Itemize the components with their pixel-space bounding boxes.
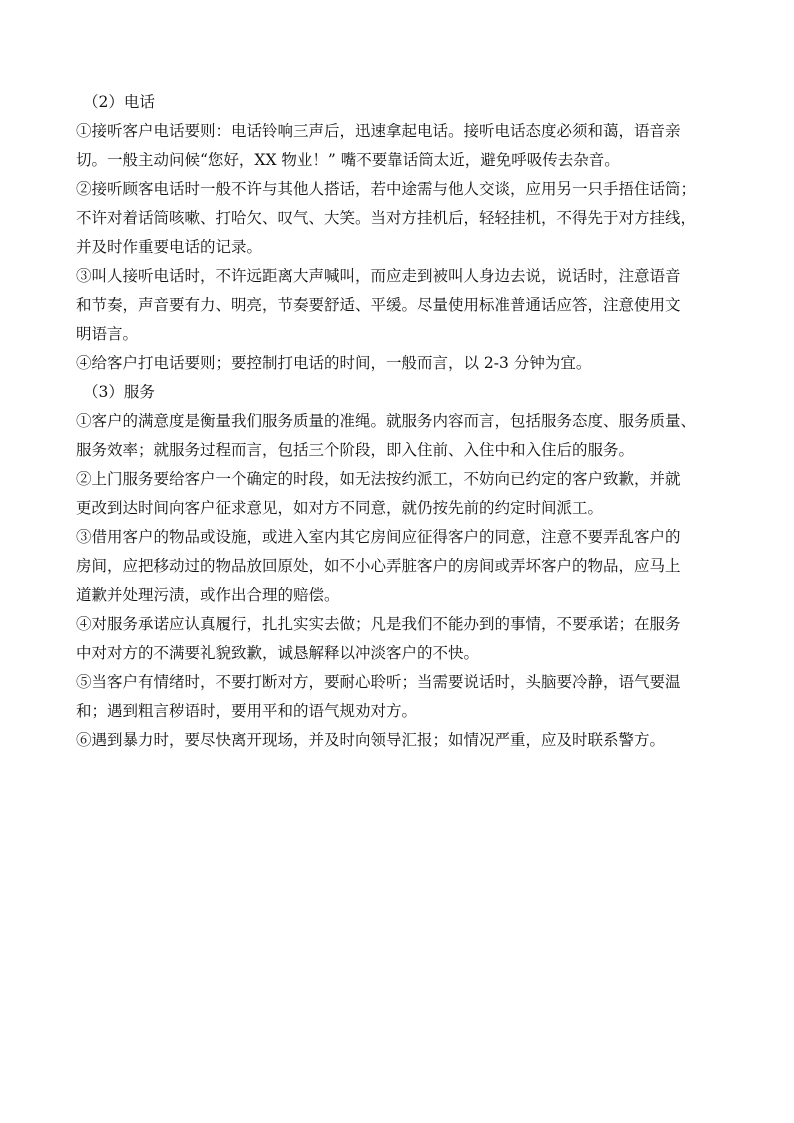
text-line: 和节奏，声音要有力、明亮，节奏要舒适、平缓。尽量使用标准普通话应答，注意使用文: [76, 296, 681, 314]
text-line: ③借用客户的物品或设施，或进入室内其它房间应征得客户的同意，注意不要弄乱客户的: [76, 528, 681, 546]
paragraph-violence: [76, 726, 726, 755]
document-page: [76, 88, 726, 755]
text-line: 道歉并处理污渍，或作出合理的赔偿。: [76, 586, 340, 604]
text-line: 明语言。: [76, 325, 139, 343]
text-line: ②接听顾客电话时一般不许与其他人搭话，若中途需与他人交谈，应用另一只手捂住话筒；: [76, 180, 697, 198]
paragraph-commitments: [76, 610, 726, 668]
paragraph-satisfaction: [76, 407, 726, 465]
text-line: 更改到达时间向客户征求意见，如对方不同意，就仍按先前的约定时间派工。: [76, 499, 604, 517]
paragraph-answering-rules: [76, 117, 726, 175]
text-line: ④给客户打电话要则；要控制打电话的时间，一般而言，以 2-3 分钟为宜。: [76, 354, 592, 372]
text-line: ⑥遇到暴力时，要尽快离开现场，并及时向领导汇报；如情况严重，应及时联系警方。: [76, 731, 666, 749]
text-line: ④对服务承诺应认真履行，扎扎实实去做；凡是我们不能办到的事情，不要承诺；在服务: [76, 615, 681, 633]
paragraph-borrowing-items: [76, 523, 726, 610]
text-line: ③叫人接听电话时，不许远距离大声喊叫，而应走到被叫人身边去说，说话时，注意语音: [76, 267, 681, 285]
section-heading-telephone: （2）电话: [83, 93, 155, 111]
section-heading-service: （3）服务: [83, 383, 155, 401]
paragraph-emotional-customer: [76, 668, 726, 726]
text-line: 服务效率；就服务过程而言，包括三个阶段，即入住前、入住中和入住后的服务。: [76, 441, 635, 459]
text-line: 切。一般主动问候“您好，XX 物业！” 嘴不要靠话筒太近，避免呼吸传去杂音。: [76, 151, 620, 169]
text-line: 中对对方的不满要礼貌致歉，诚恳解释以冲淡客户的不快。: [76, 644, 480, 662]
text-line: 和；遇到粗言秽语时，要用平和的语气规劝对方。: [76, 702, 418, 720]
text-line: 并及时作重要电话的记录。: [76, 238, 263, 256]
section-service: [76, 378, 726, 755]
text-line: ①客户的满意度是衡量我们服务质量的准绳。就服务内容而言，包括服务态度、服务质量、: [76, 412, 697, 430]
text-line: ①接听客户电话要则：电话铃响三声后，迅速拿起电话。接听电话态度必须和蔼，语音亲: [76, 122, 681, 140]
text-line: 房间，应把移动过的物品放回原处，如不小心弄脏客户的房间或弄坏客户的物品，应马上: [76, 557, 681, 575]
text-line: ⑤当客户有情绪时，不要打断对方，要耐心聆听；当需要说话时，头脑要冷静，语气要温: [76, 673, 681, 691]
paragraph-outgoing-call: [76, 349, 726, 378]
text-line: 不许对着话筒咳嗽、打哈欠、叹气、大笑。当对方挂机后，轻轻挂机，不得先于对方挂线，: [76, 209, 697, 227]
section-telephone: [76, 88, 726, 378]
text-line: ②上门服务要给客户一个确定的时段，如无法按约派工，不妨向已约定的客户致歉，并就: [76, 470, 681, 488]
paragraph-door-service: [76, 465, 726, 523]
paragraph-calling-someone: [76, 262, 726, 349]
paragraph-no-side-talk: [76, 175, 726, 262]
